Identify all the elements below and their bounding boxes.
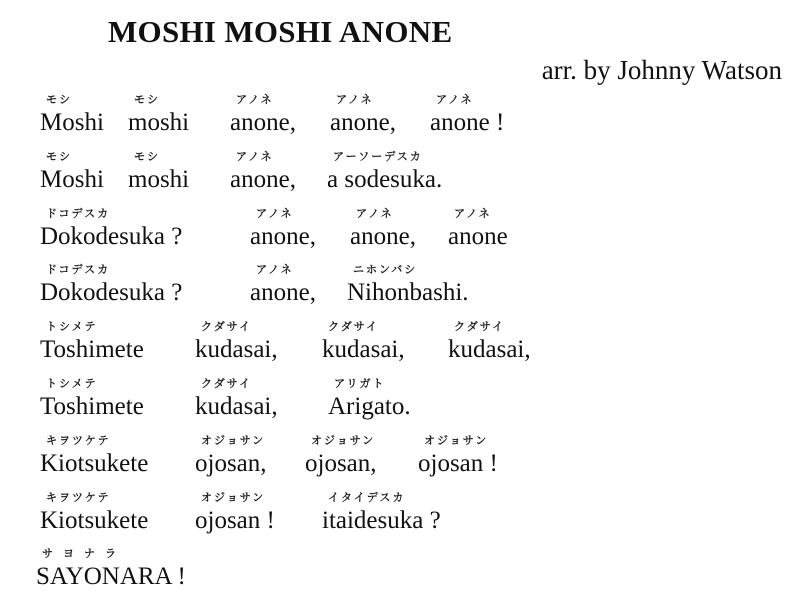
romaji-text: anone, <box>350 222 416 250</box>
lyric-word <box>448 319 531 365</box>
lyric-word <box>230 149 296 195</box>
romaji-text: Kiotsukete <box>40 449 149 477</box>
romaji-text: Toshimete <box>40 392 144 420</box>
arrangement-credit: arr. by Johnny Watson <box>541 55 782 85</box>
romaji-text: ojosan ! <box>195 506 275 534</box>
kana-reading: トシメテ <box>46 320 98 334</box>
lyric-line <box>40 433 780 490</box>
lyric-word <box>195 376 278 422</box>
kana-reading: クダサイ <box>328 320 380 334</box>
lyric-word <box>128 92 189 138</box>
lyric-word <box>327 149 442 195</box>
romaji-text: anone, <box>250 279 316 307</box>
lyric-word <box>40 92 104 138</box>
lyric-line <box>40 376 780 433</box>
romaji-text: anone, <box>250 222 316 250</box>
lyric-word <box>250 262 316 308</box>
kana-reading: オジョサン <box>201 433 266 447</box>
lyric-word <box>195 490 275 536</box>
lyric-word <box>40 206 182 252</box>
kana-reading: イタイデスカ <box>328 490 406 504</box>
romaji-text: ojosan ! <box>418 449 498 477</box>
lyric-line <box>40 149 780 206</box>
kana-reading: クダサイ <box>454 320 506 334</box>
kana-reading: アノネ <box>454 206 492 220</box>
lyric-word <box>250 206 316 252</box>
lyric-word <box>418 433 498 479</box>
kana-reading: アノネ <box>256 263 294 277</box>
kana-reading: キヲツケテ <box>46 433 111 447</box>
kana-reading: アノネ <box>336 93 374 106</box>
lyric-word <box>305 433 377 479</box>
romaji-text: Moshi <box>40 109 104 136</box>
romaji-text: moshi <box>128 165 190 193</box>
lyric-word <box>322 319 405 365</box>
lyric-word <box>40 490 148 536</box>
romaji-text: ojosan, <box>195 449 267 477</box>
romaji-text: Toshimete <box>40 336 144 364</box>
kana-reading: アノネ <box>236 149 274 163</box>
lyric-word <box>40 319 144 365</box>
lyrics <box>36 92 780 603</box>
lyric-word <box>40 376 144 422</box>
kana-reading: トシメテ <box>46 376 98 390</box>
romaji-text: ojosan, <box>305 449 377 477</box>
kana-reading: クダサイ <box>201 320 253 334</box>
lyric-line <box>36 546 780 603</box>
lyric-word <box>230 92 296 138</box>
lyric-word <box>448 206 508 252</box>
romaji-text: anone <box>448 222 508 250</box>
lyric-word <box>40 149 104 195</box>
lyric-word <box>350 206 416 252</box>
romaji-text: kudasai, <box>195 392 278 420</box>
kana-reading: オジョサン <box>311 433 376 447</box>
romaji-text: anone, <box>230 165 296 193</box>
song-title: MOSHI MOSHI ANONE <box>108 14 453 49</box>
lyric-word <box>40 433 148 479</box>
romaji-text: moshi <box>128 109 190 136</box>
romaji-text: Kiotsukete <box>40 506 149 534</box>
romaji-text: Dokodesuka ? <box>40 279 183 307</box>
lyric-word <box>195 433 267 479</box>
lyric-line <box>40 92 780 149</box>
kana-reading: ドコデスカ <box>46 263 111 277</box>
kana-reading: ニホンバシ <box>353 263 418 277</box>
kana-reading: アーソーデスカ <box>333 149 423 163</box>
romaji-text: itaidesuka ? <box>322 506 441 534</box>
romaji-text: kudasai, <box>195 336 278 364</box>
lyric-word <box>322 490 441 536</box>
kana-reading: オジョサン <box>424 433 489 447</box>
kana-reading: サヨナラ <box>42 547 126 561</box>
lyric-word <box>40 262 182 308</box>
romaji-text: anone, <box>230 109 296 136</box>
lyric-word <box>36 546 186 592</box>
kana-reading: オジョサン <box>201 490 266 504</box>
lyric-word <box>328 376 411 422</box>
romaji-text: kudasai, <box>448 336 531 364</box>
romaji-text: anone ! <box>430 109 505 136</box>
romaji-text: Moshi <box>40 165 104 193</box>
lyric-line <box>40 206 780 263</box>
kana-reading: アノネ <box>356 206 394 220</box>
lyric-word <box>347 262 469 308</box>
lyric-word <box>430 92 504 138</box>
lyric-word <box>195 319 278 365</box>
romaji-text: SAYONARA ! <box>36 563 186 591</box>
kana-reading: モシ <box>134 149 160 163</box>
kana-reading: モシ <box>46 93 72 106</box>
lyric-line <box>40 262 780 319</box>
romaji-text: kudasai, <box>322 336 405 364</box>
romaji-text: Nihonbashi. <box>347 279 469 307</box>
kana-reading: アノネ <box>436 93 474 106</box>
lyric-line <box>40 319 780 376</box>
romaji-text: anone, <box>330 109 396 136</box>
lyric-word <box>330 92 396 138</box>
kana-reading: アノネ <box>256 206 294 220</box>
kana-reading: アリガト <box>334 376 386 390</box>
kana-reading: キヲツケテ <box>46 490 111 504</box>
kana-reading: モシ <box>46 149 72 163</box>
romaji-text: Dokodesuka ? <box>40 222 183 250</box>
kana-reading: モシ <box>134 93 160 106</box>
kana-reading: アノネ <box>236 93 274 106</box>
kana-reading: クダサイ <box>201 376 253 390</box>
romaji-text: a sodesuka. <box>327 165 443 193</box>
lyric-line <box>40 490 780 547</box>
lyric-word <box>128 149 189 195</box>
romaji-text: Arigato. <box>328 392 411 420</box>
kana-reading: ドコデスカ <box>46 206 111 220</box>
